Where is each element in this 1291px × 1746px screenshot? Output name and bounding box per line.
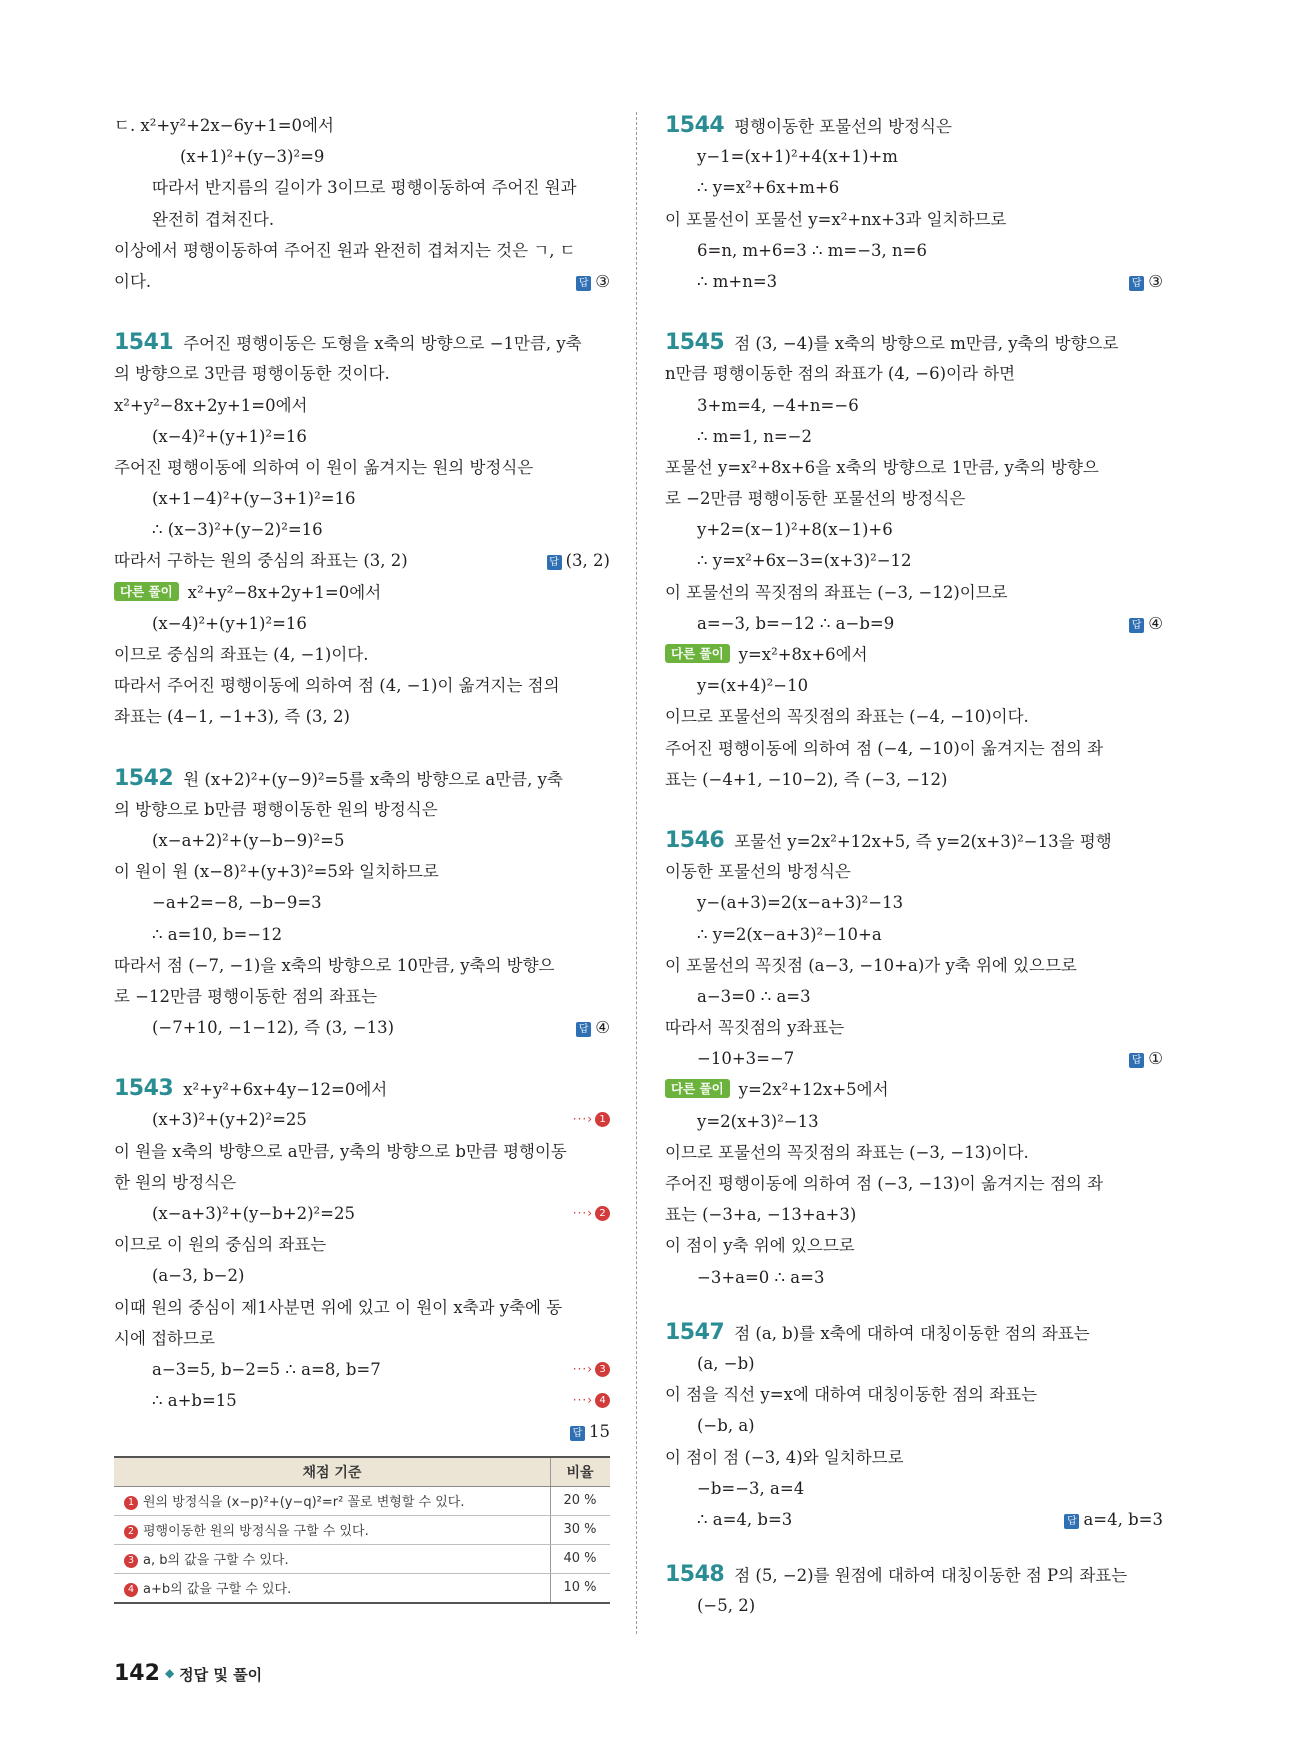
line-text: 평행이동한 포물선의 방정식은 — [734, 117, 952, 136]
answer-value: 15 — [589, 1422, 610, 1442]
solution-line — [114, 1260, 610, 1291]
solution-line — [665, 764, 1163, 795]
problem-number: 1543 — [114, 1076, 174, 1102]
solution-line — [114, 452, 610, 483]
solution-line — [665, 358, 1163, 389]
step-marker — [573, 1354, 610, 1385]
footer-title: 정답 및 풀이 — [179, 1666, 263, 1684]
line-text: 포물선 y=2x²+12x+5, 즉 y=2(x+3)²−13을 평행 — [734, 831, 1112, 851]
line-text: 좌표는 (4−1, −1+3), 즉 (3, 2) — [114, 707, 350, 727]
line-text: (x+1)²+(y−3)²=9 — [180, 147, 325, 167]
line-text: 포물선 y=x²+8x+6을 x축의 방향으로 1만큼, y축의 방향으 — [665, 457, 1099, 477]
step-arrow-icon: ···› — [572, 1112, 593, 1127]
line-text: 점 (3, −4)를 x축의 방향으로 m만큼, y축의 방향으로 — [734, 334, 1119, 354]
line-text: 이상에서 평행이동하여 주어진 원과 완전히 겹쳐지는 것은 ㄱ, ㄷ — [114, 240, 576, 260]
section-gap — [114, 1043, 610, 1073]
line-text: 표는 (−4+1, −10−2), 즉 (−3, −12) — [665, 769, 948, 789]
answer-box-icon: 답 — [1129, 618, 1144, 633]
solution-line — [665, 919, 1163, 950]
answer — [547, 545, 610, 576]
problem-number: 1546 — [665, 827, 725, 853]
solution-line — [665, 1504, 1163, 1535]
line-text: 완전히 겹쳐진다. — [152, 209, 275, 229]
solution-line — [114, 204, 610, 235]
answer-box-icon: 답 — [1129, 1053, 1144, 1068]
line-text: 점 (a, b)를 x축에 대하여 대칭이동한 점의 좌표는 — [734, 1323, 1090, 1343]
solution-line — [114, 1104, 610, 1135]
line-text: (a, −b) — [697, 1353, 755, 1373]
answer-box-icon: 답 — [1064, 1514, 1079, 1529]
solution-line — [665, 141, 1163, 172]
solution-line — [665, 1590, 1163, 1621]
line-text: 원 (x+2)²+(y−9)²=5를 x축의 방향으로 a만큼, y축 — [183, 769, 563, 789]
criteria-number: 1 — [124, 1496, 138, 1510]
solution-line — [665, 1410, 1163, 1441]
scoring-table — [114, 1456, 610, 1604]
problem-heading — [665, 327, 1163, 358]
line-text: a−3=5, b−2=5 ∴ a=8, b=7 — [152, 1359, 381, 1379]
step-number: 4 — [595, 1393, 610, 1408]
solution-line — [114, 172, 610, 203]
solution-line — [665, 452, 1163, 483]
criteria-cell — [114, 1486, 551, 1515]
solution-line — [665, 1473, 1163, 1504]
solution-line — [114, 1323, 610, 1354]
line-text: ∴ (x−3)²+(y−2)²=16 — [152, 520, 323, 540]
criteria-cell — [114, 1515, 551, 1544]
step-marker — [573, 1198, 610, 1229]
solution-line — [114, 608, 610, 639]
section-gap — [665, 795, 1163, 825]
solution-line — [114, 670, 610, 701]
line-text: −10+3=−7 — [697, 1049, 795, 1069]
solution-line — [114, 919, 610, 950]
solution-line — [665, 1074, 1163, 1105]
section-gap — [665, 1293, 1163, 1317]
line-text: 3+m=4, −4+n=−6 — [697, 395, 859, 415]
solution-line — [114, 950, 610, 981]
solution-line — [114, 1198, 610, 1229]
line-text: 점 (5, −2)를 원점에 대하여 대칭이동한 점 P의 좌표는 — [734, 1566, 1128, 1586]
line-text: ∴ a+b=15 — [152, 1391, 237, 1411]
step-number: 1 — [595, 1112, 610, 1127]
section-gap — [114, 733, 610, 763]
line-text: 표는 (−3+a, −13+a+3) — [665, 1205, 857, 1225]
answer-value: ① — [1148, 1049, 1163, 1069]
problem-number: 1541 — [114, 330, 174, 356]
solution-line — [114, 1354, 610, 1385]
line-text: −a+2=−8, −b−9=3 — [152, 893, 322, 913]
criteria-text: a, b의 값을 구할 수 있다. — [143, 1553, 289, 1568]
section-gap — [665, 297, 1163, 327]
line-text: ∴ a=10, b=−12 — [152, 924, 283, 944]
line-text: a=−3, b=−12 ∴ a−b=9 — [697, 613, 895, 633]
solution-line — [114, 1229, 610, 1260]
line-text: n만큼 평행이동한 점의 좌표가 (4, −6)이라 하면 — [665, 364, 1016, 384]
solution-line — [665, 1012, 1163, 1043]
line-text: (x−4)²+(y+1)²=16 — [152, 613, 307, 633]
line-text: y−(a+3)=2(x−a+3)²−13 — [697, 893, 904, 913]
solution-line — [114, 825, 610, 856]
problem-number: 1544 — [665, 113, 725, 138]
solution-line — [665, 204, 1163, 235]
table-header-criteria: 채점 기준 — [114, 1457, 551, 1487]
line-text: 6=n, m+6=3 ∴ m=−3, n=6 — [697, 240, 927, 260]
alt-solution-badge: 다른 풀이 — [665, 644, 730, 663]
solution-line — [114, 1136, 610, 1167]
line-text: 이동한 포물선의 방정식은 — [665, 862, 851, 882]
line-text: −3+a=0 ∴ a=3 — [697, 1267, 825, 1287]
solution-line — [665, 1199, 1163, 1230]
alt-solution-badge: 다른 풀이 — [665, 1079, 730, 1098]
solution-line — [665, 1137, 1163, 1168]
right-column — [665, 110, 1163, 1621]
solution-line — [114, 514, 610, 545]
solution-line — [665, 981, 1163, 1012]
step-marker — [573, 1385, 610, 1416]
line-text: ∴ a=4, b=3 — [697, 1509, 793, 1529]
solution-line — [114, 421, 610, 452]
problem-heading — [114, 763, 610, 794]
page-number: 142 — [114, 1661, 160, 1686]
answer — [1129, 1043, 1163, 1074]
line-text: (x−a+3)²+(y−b+2)²=25 — [152, 1204, 355, 1223]
criteria-text: a+b의 값을 구할 수 있다. — [143, 1582, 292, 1597]
line-text: 이 점이 y축 위에 있으므로 — [665, 1236, 855, 1256]
answer-box-icon: 답 — [576, 1022, 591, 1037]
line-text: y=(x+4)²−10 — [697, 676, 809, 696]
table-header-ratio: 비율 — [551, 1457, 611, 1487]
solution-line — [665, 639, 1163, 670]
table-header-row — [114, 1457, 610, 1487]
line-text: ∴ y=x²+6x−3=(x+3)²−12 — [697, 551, 912, 571]
solution-line — [665, 733, 1163, 764]
solution-line — [665, 856, 1163, 887]
solution-line — [114, 1292, 610, 1323]
step-arrow-icon: ···› — [572, 1361, 593, 1376]
solution-line — [665, 172, 1163, 203]
section-gap — [665, 1535, 1163, 1559]
solution-line — [665, 235, 1163, 266]
solution-line — [114, 358, 610, 389]
answer — [576, 1012, 610, 1043]
line-text: ㄷ. x²+y²+2x−6y+1=0에서 — [114, 116, 334, 135]
problem-heading — [665, 1317, 1163, 1348]
answer-value: ④ — [595, 1018, 610, 1038]
line-text: 이 포물선의 꼭짓점 (a−3, −10+a)가 y축 위에 있으므로 — [665, 955, 1077, 975]
solution-line — [114, 701, 610, 732]
answer-value: a=4, b=3 — [1083, 1509, 1163, 1529]
solution-line — [114, 110, 610, 141]
line-text: (−b, a) — [697, 1416, 755, 1436]
solution-line — [665, 514, 1163, 545]
line-text: 로 −2만큼 평행이동한 포물선의 방정식은 — [665, 489, 966, 509]
problem-heading — [665, 825, 1163, 856]
criteria-number: 4 — [124, 1583, 138, 1597]
line-text: y=2(x+3)²−13 — [697, 1111, 819, 1131]
answer — [1064, 1504, 1163, 1535]
line-text: (−7+10, −1−12), 즉 (3, −13) — [152, 1018, 395, 1038]
solution-line — [114, 545, 610, 576]
line-text: 이 원을 x축의 방향으로 a만큼, y축의 방향으로 b만큼 평행이동 — [114, 1141, 567, 1161]
line-text: 시에 접하므로 — [114, 1328, 215, 1348]
solution-line — [114, 577, 610, 608]
line-text: 로 −12만큼 평행이동한 점의 좌표는 — [114, 986, 378, 1006]
solution-line — [665, 545, 1163, 576]
table-row — [114, 1544, 610, 1573]
ratio-cell: 40 % — [551, 1544, 611, 1573]
problem-number: 1548 — [665, 1562, 725, 1588]
solution-line — [114, 887, 610, 918]
answer — [570, 1416, 610, 1447]
problem-heading — [114, 1073, 610, 1104]
line-text: 주어진 평행이동에 의하여 점 (−4, −10)이 옮겨지는 점의 좌 — [665, 738, 1104, 758]
table-row — [114, 1573, 610, 1603]
line-text: 따라서 꼭짓점의 y좌표는 — [665, 1018, 845, 1038]
solution-line — [665, 1348, 1163, 1379]
answer-value: (3, 2) — [565, 551, 610, 571]
solution-line — [665, 701, 1163, 732]
answer-value: ③ — [595, 271, 610, 291]
solution-line — [665, 421, 1163, 452]
step-arrow-icon: ···› — [572, 1393, 593, 1408]
line-text: 따라서 반지름의 길이가 3이므로 평행이동하여 주어진 원과 — [152, 178, 577, 198]
line-text: ∴ y=x²+6x+m+6 — [697, 178, 840, 198]
step-marker — [573, 1104, 610, 1135]
line-text: 이 포물선의 꼭짓점의 좌표는 (−3, −12)이므로 — [665, 582, 1008, 602]
solution-line — [665, 887, 1163, 918]
line-text: 이므로 포물선의 꼭짓점의 좌표는 (−4, −10)이다. — [665, 707, 1029, 727]
step-arrow-icon: ···› — [572, 1206, 593, 1220]
line-text: (x−4)²+(y+1)²=16 — [152, 426, 307, 446]
line-text: 주어진 평행이동은 도형을 x축의 방향으로 −1만큼, y축 — [183, 334, 582, 354]
alt-solution-badge: 다른 풀이 — [114, 582, 179, 601]
solution-line — [665, 670, 1163, 701]
solution-line — [665, 390, 1163, 421]
answer-box-icon: 답 — [547, 555, 562, 570]
ratio-cell: 20 % — [551, 1486, 611, 1515]
solution-line — [665, 1379, 1163, 1410]
solution-line — [665, 1168, 1163, 1199]
line-text: 따라서 점 (−7, −1)을 x축의 방향으로 10만큼, y축의 방향으 — [114, 955, 555, 975]
line-text: (a−3, b−2) — [152, 1266, 245, 1286]
line-text: 이므로 중심의 좌표는 (4, −1)이다. — [114, 645, 369, 664]
line-text: y=x²+8x+6에서 — [738, 645, 868, 664]
solution-line — [114, 1167, 610, 1198]
answer — [1129, 266, 1163, 297]
solution-line — [114, 856, 610, 887]
line-text: 이때 원의 중심이 제1사분면 위에 있고 이 원이 x축과 y축에 동 — [114, 1297, 563, 1317]
line-text: 이 원이 원 (x−8)²+(y+3)²=5와 일치하므로 — [114, 862, 439, 882]
line-text: 이므로 포물선의 꼭짓점의 좌표는 (−3, −13)이다. — [665, 1142, 1029, 1162]
solution-line — [114, 1385, 610, 1416]
solution-line — [114, 235, 610, 266]
line-text: −b=−3, a=4 — [697, 1478, 805, 1498]
criteria-number: 2 — [124, 1525, 138, 1539]
answer — [576, 266, 610, 297]
criteria-number: 3 — [124, 1554, 138, 1568]
problem-heading — [665, 110, 1163, 141]
step-number: 3 — [595, 1362, 610, 1377]
line-text: x²+y²+6x+4y−12=0에서 — [183, 1080, 388, 1100]
problem-heading — [665, 1559, 1163, 1590]
criteria-text: 원의 방정식을 (x−p)²+(y−q)²=r² 꼴로 변형할 수 있다. — [143, 1495, 465, 1510]
left-column — [114, 110, 610, 1604]
line-text: 한 원의 방정식은 — [114, 1172, 237, 1192]
criteria-cell — [114, 1573, 551, 1603]
line-text: 이 점이 점 (−3, 4)와 일치하므로 — [665, 1447, 904, 1467]
section-gap — [114, 297, 610, 327]
solution-line — [665, 950, 1163, 981]
line-text: y=2x²+12x+5에서 — [738, 1080, 889, 1100]
step-number: 2 — [595, 1206, 610, 1221]
table-row — [114, 1515, 610, 1544]
line-text: y−1=(x+1)²+4(x+1)+m — [697, 147, 898, 167]
line-text: 주어진 평행이동에 의하여 이 원이 옮겨지는 원의 방정식은 — [114, 457, 534, 477]
line-text: 의 방향으로 3만큼 평행이동한 것이다. — [114, 364, 390, 384]
criteria-cell — [114, 1544, 551, 1573]
solution-line — [114, 390, 610, 421]
line-text: 따라서 구하는 원의 중심의 좌표는 (3, 2) — [114, 551, 408, 571]
line-text: 따라서 주어진 평행이동에 의하여 점 (4, −1)이 옮겨지는 점의 — [114, 676, 560, 696]
answer — [1129, 608, 1163, 639]
solution-line — [665, 577, 1163, 608]
answer-box-icon: 답 — [1129, 276, 1144, 291]
problem-number: 1545 — [665, 330, 725, 356]
ratio-cell: 10 % — [551, 1573, 611, 1603]
line-text: (x+3)²+(y+2)²=25 — [152, 1110, 307, 1130]
solution-line — [665, 608, 1163, 639]
criteria-text: 평행이동한 원의 방정식을 구할 수 있다. — [143, 1524, 369, 1539]
line-text: (−5, 2) — [697, 1596, 756, 1616]
solution-line — [665, 1106, 1163, 1137]
line-text: ∴ m+n=3 — [697, 271, 778, 291]
line-text: 이다. — [114, 271, 152, 291]
answer-box-icon: 답 — [576, 276, 591, 291]
answer-value: ③ — [1148, 271, 1163, 291]
line-text: x²+y²−8x+2y+1=0에서 — [187, 582, 382, 602]
solution-line — [665, 1442, 1163, 1473]
line-text: x²+y²−8x+2y+1=0에서 — [114, 395, 308, 415]
solution-line — [114, 639, 610, 670]
answer-value: ④ — [1148, 613, 1163, 633]
line-text: ∴ y=2(x−a+3)²−10+a — [697, 924, 882, 944]
problem-number: 1542 — [114, 765, 174, 791]
answer-box-icon: 답 — [570, 1426, 585, 1441]
solution-line — [114, 483, 610, 514]
page-footer — [114, 1661, 262, 1686]
line-text: 주어진 평행이동에 의하여 점 (−3, −13)이 옮겨지는 점의 좌 — [665, 1174, 1104, 1193]
problem-heading — [114, 327, 610, 358]
line-text: (x+1−4)²+(y−3+1)²=16 — [152, 489, 356, 509]
solution-line — [114, 1416, 610, 1447]
solution-line — [665, 483, 1163, 514]
problem-number: 1547 — [665, 1319, 725, 1345]
solution-line — [114, 981, 610, 1012]
solution-line — [114, 141, 610, 172]
line-text: ∴ m=1, n=−2 — [697, 426, 812, 446]
solution-line — [114, 1012, 610, 1043]
solution-line — [114, 266, 610, 297]
diamond-icon: ◆ — [164, 1666, 175, 1680]
solution-line — [665, 1230, 1163, 1261]
ratio-cell: 30 % — [551, 1515, 611, 1544]
line-text: y+2=(x−1)²+8(x−1)+6 — [697, 520, 893, 540]
column-divider — [636, 112, 637, 1634]
line-text: 이므로 이 원의 중심의 좌표는 — [114, 1235, 327, 1255]
solution-line — [665, 1262, 1163, 1293]
line-text: 의 방향으로 b만큼 평행이동한 원의 방정식은 — [114, 799, 438, 819]
solution-line — [114, 794, 610, 825]
table-row — [114, 1486, 610, 1515]
line-text: 이 점을 직선 y=x에 대하여 대칭이동한 점의 좌표는 — [665, 1385, 1038, 1405]
solution-line — [665, 266, 1163, 297]
line-text: 이 포물선이 포물선 y=x²+nx+3과 일치하므로 — [665, 209, 1007, 229]
line-text: (x−a+2)²+(y−b−9)²=5 — [152, 830, 345, 850]
line-text: a−3=0 ∴ a=3 — [697, 986, 811, 1006]
solution-line — [665, 1043, 1163, 1074]
